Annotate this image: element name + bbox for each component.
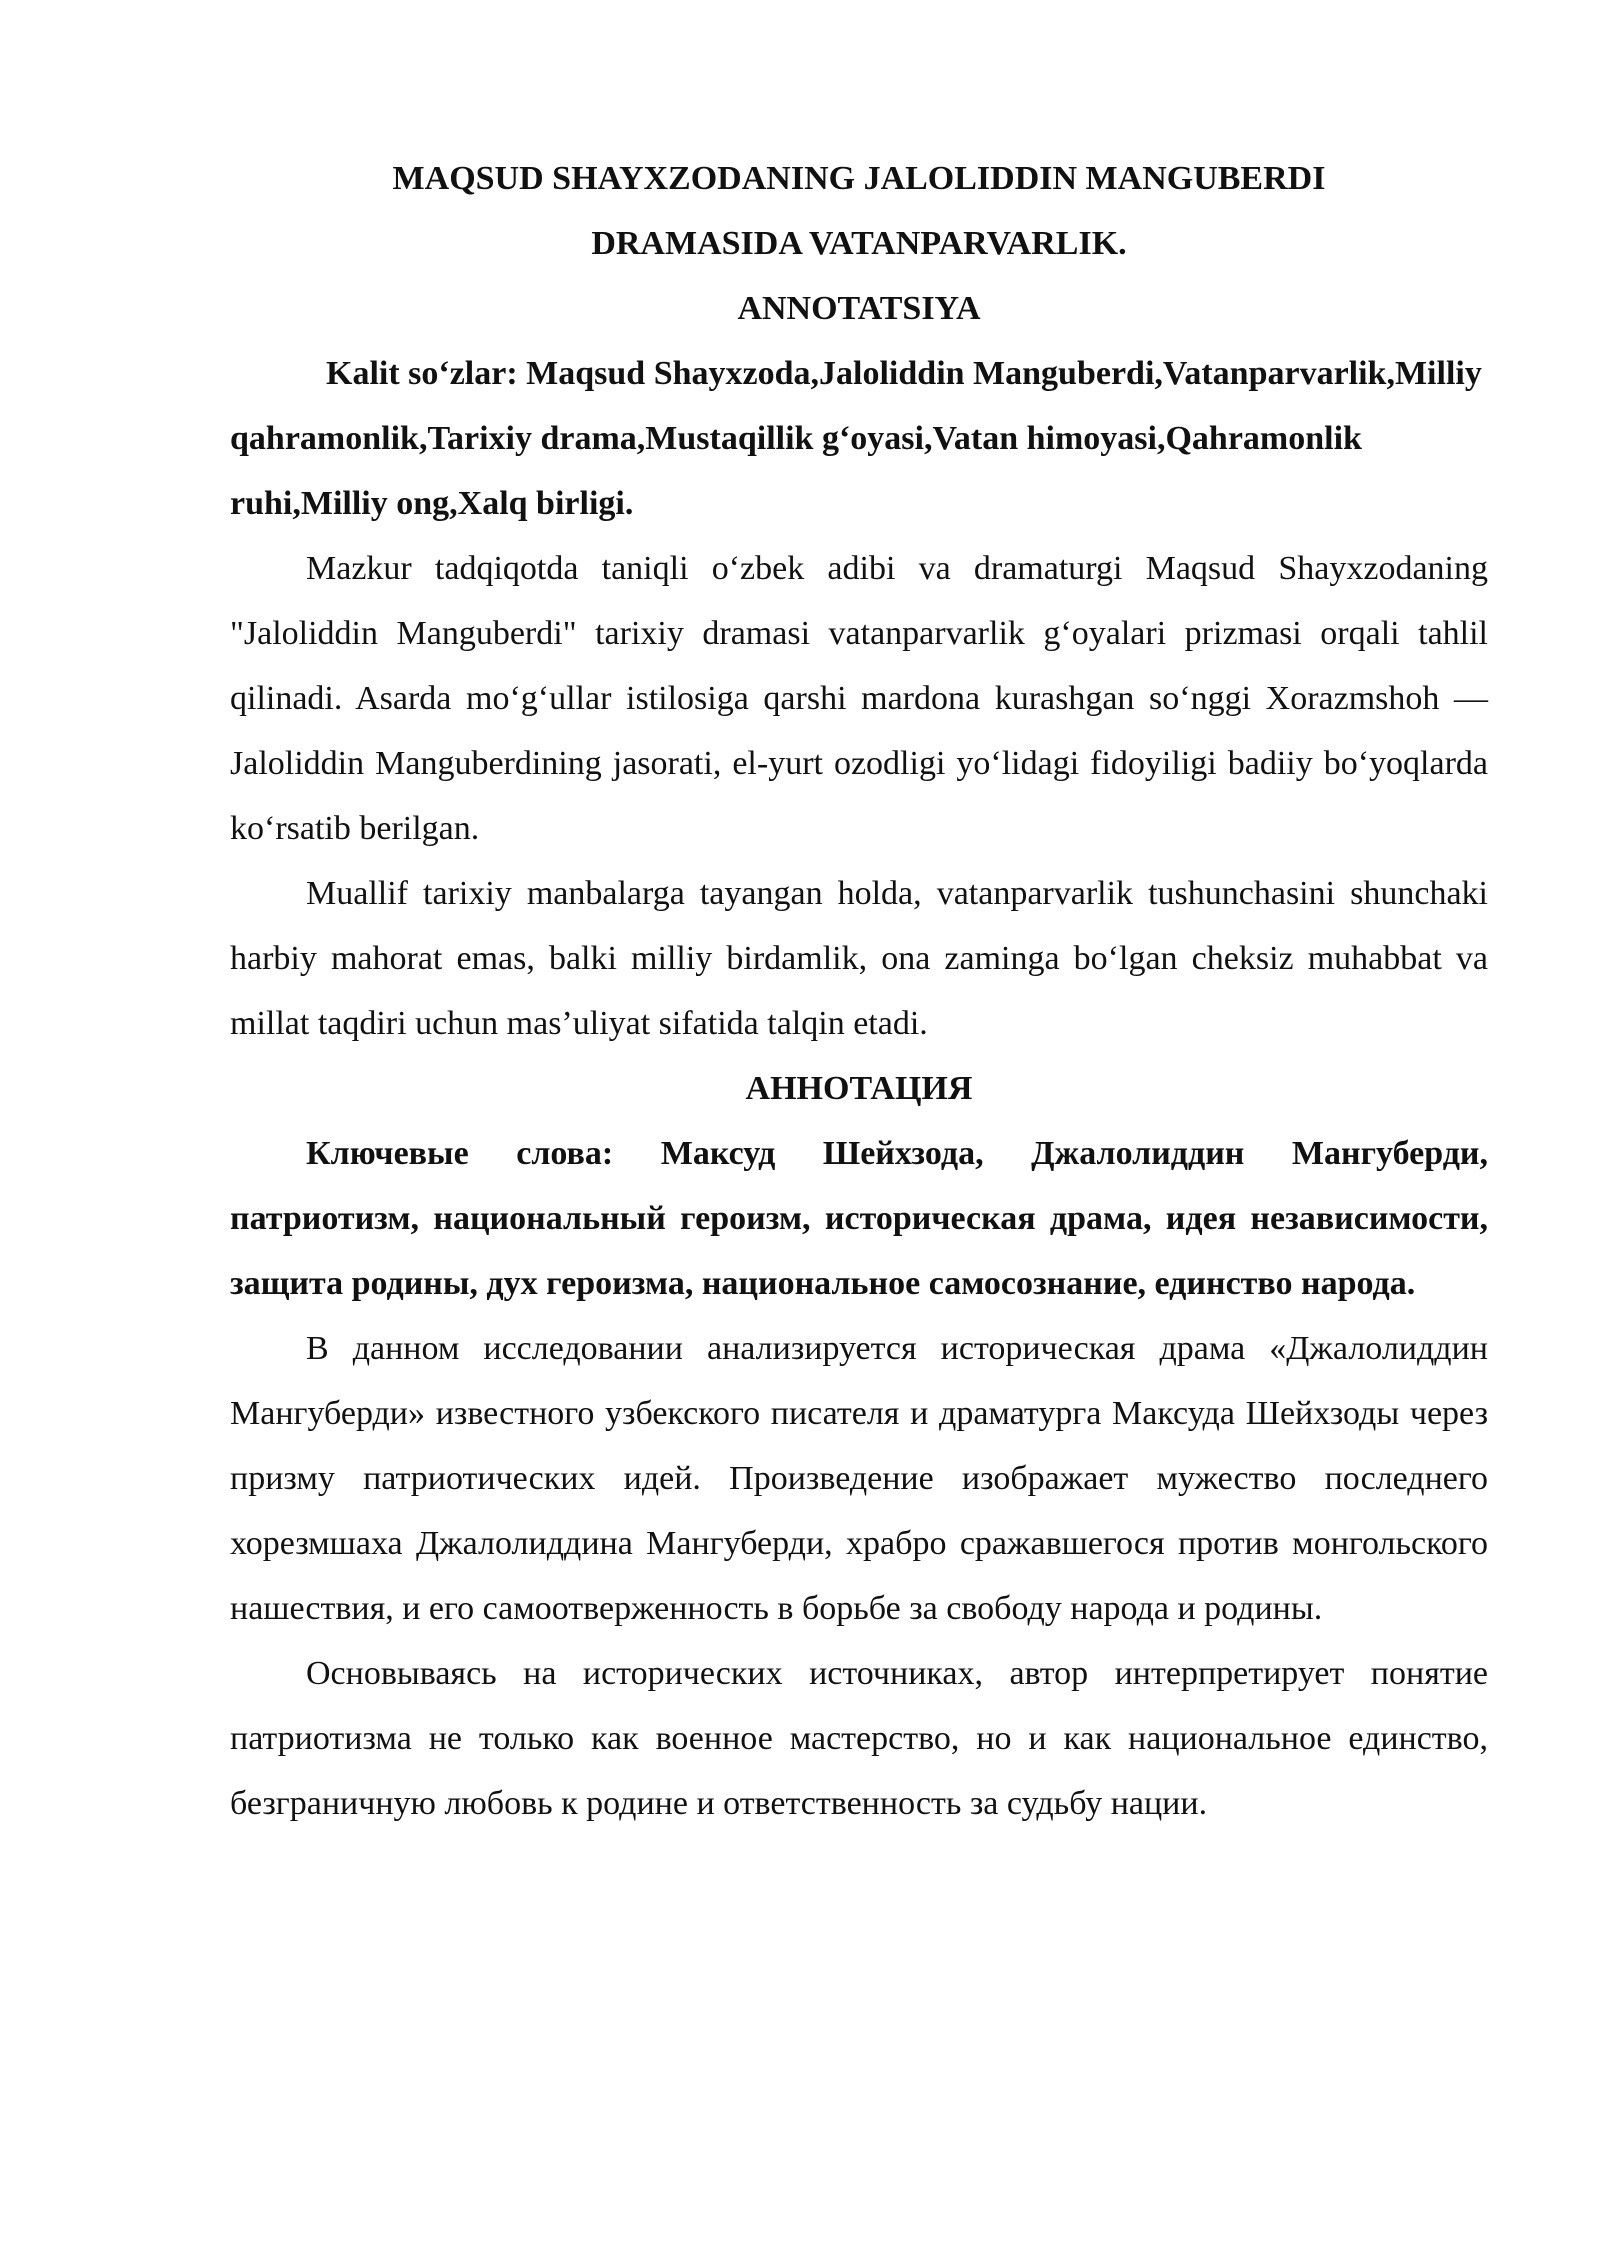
document-title-line-1: MAQSUD SHAYXZODANING JALOLIDDIN MANGUBERDI bbox=[392, 160, 1326, 197]
annotation-heading-ru: АННОТАЦИЯ bbox=[745, 1070, 973, 1107]
document-title-line-2: DRAMASIDA VATANPARVARLIK. bbox=[591, 225, 1127, 262]
keywords-ru: Ключевые слова: Максуд Шейхзода, Джалолиддин Мангуберди, патриотизм, национальный героизм, историческая драма, идея независимости, защита родины, дух героизма, национальное самосознание, единство народа. bbox=[230, 1135, 1488, 1302]
annotation-paragraph-uz-2: Muallif tarixiy manbalarga tayangan holda, vatanparvarlik tushunchasini shunchaki harbiy mahorat emas, balki milliy birdamlik, ona zaminga bo‘lgan cheksiz muhabbat va millat taqdiri uchun mas’uliyat sifatida talqin etadi. bbox=[230, 875, 1488, 1042]
annotation-heading-uz: ANNOTATSIYA bbox=[737, 290, 981, 327]
keywords-uz: Kalit so‘zlar: Maqsud Shayxzoda,Jaloliddin Manguberdi,Vatanparvarlik,Milliy qahramonlik,Tarixiy drama,Mustaqillik g‘oyasi,Vatan himoyasi,Qahramonlik ruhi,Milliy ong,Xalq birligi. bbox=[230, 355, 1482, 522]
annotation-paragraph-ru-1: В данном исследовании анализируется историческая драма «Джалолиддин Мангуберди» известного узбекского писателя и драматурга Максуда Шейхзоды через призму патриотических идей. Произведение изображает мужество последнего хорезмшаха Джалолиддина Мангуберди, храбро сражавшегося против монгольского нашествия, и его самоотверженность в борьбе за свободу народа и родины. bbox=[230, 1330, 1488, 1627]
annotation-paragraph-ru-2: Основываясь на исторических источниках, автор интерпретирует понятие патриотизма не только как военное мастерство, но и как национальное единство, безграничную любовь к родине и ответственность за судьбу нации. bbox=[230, 1655, 1488, 1822]
document-page bbox=[230, 146, 1488, 1836]
annotation-paragraph-uz-1: Mazkur tadqiqotda taniqli o‘zbek adibi va dramaturgi Maqsud Shayxzodaning "Jaloliddin Manguberdi" tarixiy dramasi vatanparvarlik g‘oyalari prizmasi orqali tahlil qilinadi. Asarda mo‘g‘ullar istilosiga qarshi mardona kurashgan so‘nggi Xorazmshoh — Jaloliddin Manguberdining jasorati, el-yurt ozodligi yo‘lidagi fidoyiligi badiiy bo‘yoqlarda ko‘rsatib berilgan. bbox=[230, 550, 1488, 847]
